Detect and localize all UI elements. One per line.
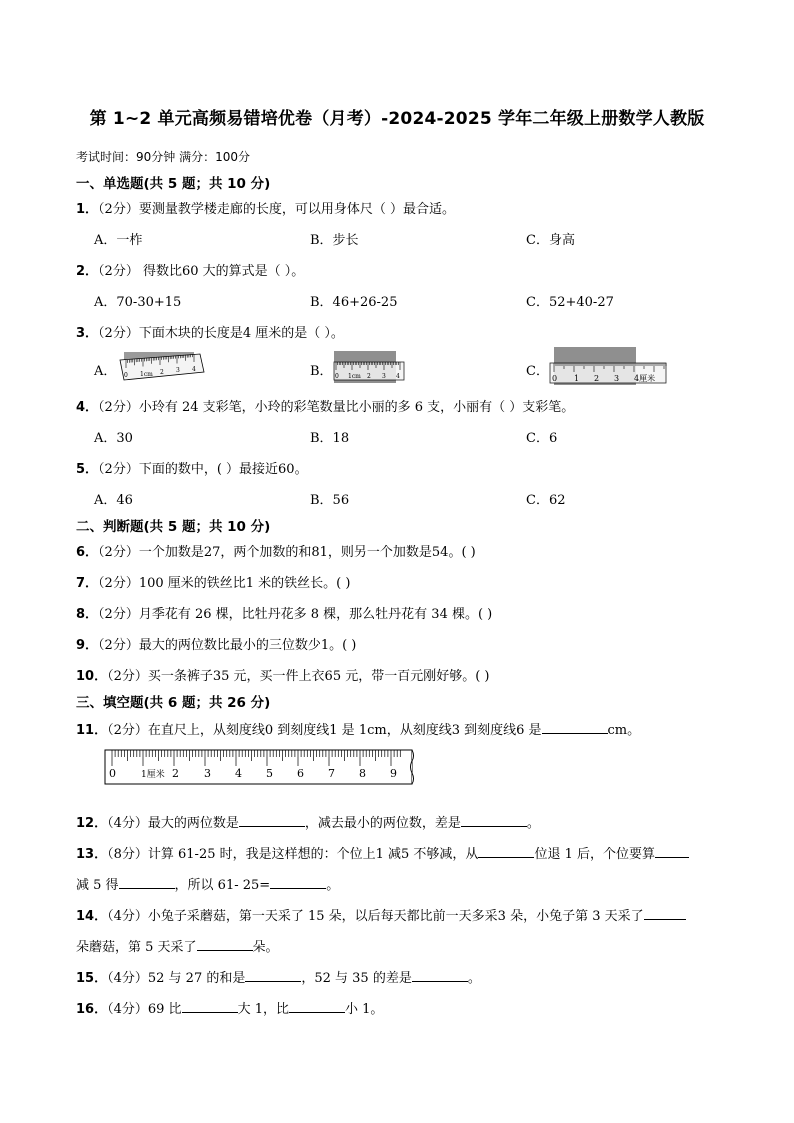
- ruler-b-label: 2: [367, 373, 371, 380]
- q4-option-c[interactable]: C．6: [526, 431, 558, 446]
- q3-number: 3．: [76, 326, 99, 341]
- ruler-b-label: 0: [335, 373, 339, 380]
- q1-number: 1．: [76, 202, 99, 217]
- q1-score: （2分）: [98, 202, 139, 217]
- ruler-a-label: 4: [192, 366, 196, 373]
- question-14: [76, 905, 686, 924]
- question-2: [76, 260, 304, 279]
- question-7: [76, 572, 350, 591]
- q3-option-a[interactable]: A．: [94, 364, 117, 379]
- q14-answer-blank-1[interactable]: [644, 905, 686, 920]
- ruler-a-label: 0: [124, 372, 128, 379]
- q2-number: 2．: [76, 264, 99, 279]
- q1-option-a[interactable]: A．一柞: [94, 233, 143, 248]
- q15-answer-blank-1[interactable]: [245, 967, 301, 982]
- q15-text: 。: [467, 971, 481, 986]
- q5-score: （2分）: [98, 462, 139, 477]
- question-16: [76, 998, 383, 1017]
- q3-text: 下面木块的长度是4 厘米的是（ ）。: [138, 326, 344, 341]
- q15-text: ，52 与 35 的差是: [301, 971, 412, 986]
- q1-text: 要测量教学楼走廊的长度，可以用身体尺（ ）最合适。: [138, 202, 455, 217]
- question-15: [76, 967, 481, 986]
- q6-score: （2分）: [98, 545, 139, 560]
- q2-score: （2分）: [98, 264, 139, 279]
- q14-score: （4分）: [107, 909, 148, 924]
- q12-text: 。: [526, 816, 540, 831]
- q15-answer-blank-2[interactable]: [412, 967, 468, 982]
- section-single-choice: 一、单选题(共 5 题；共 10 分): [76, 176, 271, 192]
- q5-option-a[interactable]: A．46: [94, 493, 133, 508]
- ruler-c-label: 2: [594, 374, 600, 383]
- q5-option-c[interactable]: C．62: [526, 493, 566, 508]
- q3-ruler-b-image: [332, 350, 407, 384]
- q12-answer-blank-1[interactable]: [239, 812, 305, 827]
- q16-number: 16．: [76, 1002, 108, 1017]
- q16-text: 小 1。: [344, 1002, 384, 1017]
- q13-number: 13．: [76, 847, 108, 862]
- q2-option-a[interactable]: A．70-30+15: [94, 295, 182, 310]
- q11-number: 11．: [76, 723, 108, 738]
- question-5: [76, 458, 308, 477]
- q14-number: 14．: [76, 909, 108, 924]
- q12-text: ，减去最小的两位数，差是: [304, 816, 461, 831]
- q7-text: 100 厘米的铁丝比1 米的铁丝长。( ): [138, 576, 351, 591]
- ruler-c-label: 1: [574, 374, 580, 383]
- q1-option-c[interactable]: C．身高: [526, 233, 575, 248]
- q5-text: 下面的数中，( ）最接近60。: [138, 462, 308, 477]
- q16-answer-blank-1[interactable]: [182, 998, 238, 1013]
- q3-option-c[interactable]: C．: [526, 364, 549, 379]
- q15-text: 52 与 27 的和是: [147, 971, 246, 986]
- q12-number: 12．: [76, 816, 108, 831]
- question-4: [76, 396, 574, 415]
- q8-text: 月季花有 26 棵，比牡丹花多 8 棵，那么牡丹花有 34 棵。( ): [138, 607, 493, 622]
- q11-ruler-label: 0: [109, 767, 116, 780]
- q14-text: 朵。: [252, 940, 279, 955]
- q13-score: （8分）: [107, 847, 148, 862]
- q11-ruler-label: 2: [172, 767, 179, 780]
- ruler-c-label: 4厘米: [634, 374, 656, 383]
- q6-text: 一个加数是27，两个加数的和81，则另一个加数是54。( ): [138, 545, 476, 560]
- q14-answer-blank-2[interactable]: [197, 936, 253, 951]
- q16-answer-blank-2[interactable]: [289, 998, 345, 1013]
- section-fill-blank: 三、填空题(共 6 题；共 26 分): [76, 695, 271, 711]
- q11-score: （2分）: [107, 723, 148, 738]
- q11-unit: cm。: [607, 723, 641, 738]
- q11-ruler-label: 4: [235, 767, 242, 780]
- q16-text: 69 比: [147, 1002, 182, 1017]
- q2-text: 得数比60 大的算式是（ ）。: [138, 264, 305, 279]
- q11-ruler-image: [104, 748, 418, 788]
- ruler-c-label: 0: [552, 374, 558, 383]
- section-true-false: 二、判断题(共 5 题；共 10 分): [76, 519, 271, 535]
- q16-text: 大 1，比: [237, 1002, 289, 1017]
- q4-option-b[interactable]: B．18: [310, 431, 350, 446]
- q13-text: ，所以 61- 25=: [174, 878, 271, 893]
- q8-number: 8．: [76, 607, 99, 622]
- q14-text: 小兔子采蘑菇，第一天采了 15 朵，以后每天都比前一天多采3 朵，小兔子第 3 天采了: [147, 909, 644, 924]
- ruler-b-label: 4: [396, 373, 400, 380]
- q11-ruler-label: 3: [204, 767, 211, 780]
- q13-answer-blank-2[interactable]: [655, 843, 689, 858]
- ruler-a-label: 1cm: [140, 371, 153, 378]
- q8-score: （2分）: [98, 607, 139, 622]
- q14-text: 朵蘑菇，第 5 天采了: [76, 940, 197, 955]
- q3-score: （2分）: [98, 326, 139, 341]
- q4-text: 小玲有 24 支彩笔，小玲的彩笔数量比小丽的多 6 支，小丽有（ ）支彩笔。: [138, 400, 575, 415]
- q7-number: 7．: [76, 576, 99, 591]
- page-title: 第 1~2 单元高频易错培优卷（月考）-2024-2025 学年二年级上册数学人教版: [89, 109, 705, 129]
- q12-answer-blank-2[interactable]: [461, 812, 527, 827]
- q4-number: 4．: [76, 400, 99, 415]
- q9-number: 9．: [76, 638, 99, 653]
- q13-answer-blank-3[interactable]: [119, 874, 175, 889]
- q10-text: 买一条裤子35 元，买一件上衣65 元，带一百元刚好够。( ): [147, 669, 490, 684]
- q15-number: 15．: [76, 971, 108, 986]
- q11-ruler-label: 7: [328, 767, 335, 780]
- ruler-b-label: 3: [382, 373, 386, 380]
- q10-number: 10．: [76, 669, 108, 684]
- q12-text: 最大的两位数是: [147, 816, 239, 831]
- question-13: [76, 843, 689, 862]
- q13-text: 位退 1 后，个位要算: [534, 847, 655, 862]
- q11-ruler-label: 6: [297, 767, 304, 780]
- ruler-a-label: 3: [176, 367, 180, 374]
- q3-ruler-a-image: [118, 350, 208, 384]
- question-12: [76, 812, 540, 831]
- question-14-line-2: [76, 936, 279, 955]
- q3-ruler-c-image: [548, 345, 670, 387]
- q4-option-a[interactable]: A．30: [94, 431, 133, 446]
- q13-answer-blank-1[interactable]: [478, 843, 534, 858]
- q9-score: （2分）: [98, 638, 139, 653]
- q15-score: （4分）: [107, 971, 148, 986]
- q6-number: 6．: [76, 545, 99, 560]
- q13-text: 。: [326, 878, 340, 893]
- question-6: [76, 541, 476, 560]
- q5-option-b[interactable]: B．56: [310, 493, 350, 508]
- q10-score: （2分）: [107, 669, 148, 684]
- question-1: [76, 198, 455, 217]
- q5-number: 5．: [76, 462, 99, 477]
- ruler-c-label: 3: [614, 374, 620, 383]
- ruler-a-label: 2: [160, 369, 164, 376]
- q1-option-b[interactable]: B．步长: [310, 233, 359, 248]
- q12-score: （4分）: [107, 816, 148, 831]
- q13-text: 计算 61-25 时，我是这样想的：个位上1 减5 不够减，从: [147, 847, 479, 862]
- question-11: [76, 719, 640, 738]
- q11-ruler-label: 1厘米: [141, 770, 165, 780]
- q11-text: 在直尺上，从刻度线0 到刻度线1 是 1cm，从刻度线3 到刻度线6 是: [147, 723, 542, 738]
- q13-answer-blank-4[interactable]: [270, 874, 326, 889]
- question-10: [76, 665, 490, 684]
- question-8: [76, 603, 492, 622]
- exam-meta: 考试时间：90分钟 满分：100分: [76, 150, 250, 164]
- q2-option-b[interactable]: B．46+26-25: [310, 295, 398, 310]
- q11-ruler-label: 5: [266, 767, 273, 780]
- question-9: [76, 634, 356, 653]
- q16-score: （4分）: [107, 1002, 148, 1017]
- q13-text: 减 5 得: [76, 878, 119, 893]
- q3-option-b[interactable]: B．: [310, 364, 333, 379]
- question-3: [76, 322, 344, 341]
- q11-answer-blank[interactable]: [542, 719, 608, 734]
- q4-score: （2分）: [98, 400, 139, 415]
- q11-ruler-label: 8: [359, 767, 366, 780]
- q2-option-c[interactable]: C．52+40-27: [526, 295, 614, 310]
- q7-score: （2分）: [98, 576, 139, 591]
- ruler-b-label: 1cm: [348, 373, 361, 380]
- question-13-line-2: [76, 874, 339, 893]
- q11-ruler-label: 9: [390, 767, 397, 780]
- q9-text: 最大的两位数比最小的三位数少1。( ): [138, 638, 357, 653]
